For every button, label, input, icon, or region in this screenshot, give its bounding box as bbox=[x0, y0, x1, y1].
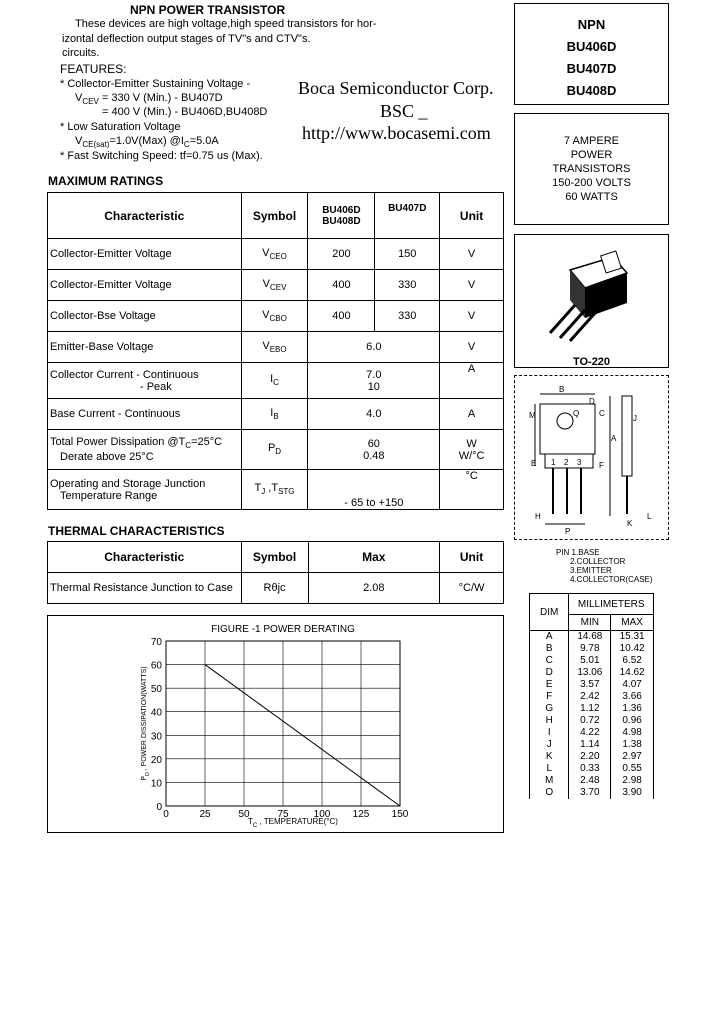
table-row bbox=[530, 703, 654, 715]
part-number-box bbox=[514, 3, 669, 105]
row-name: Operating and Storage Junction Temperature Range bbox=[48, 470, 242, 510]
dim-label-d: D bbox=[589, 397, 595, 406]
table-row bbox=[48, 363, 504, 399]
dimensions-table bbox=[529, 593, 654, 799]
table-row bbox=[530, 667, 654, 679]
row-symbol: Rθjc bbox=[241, 573, 308, 604]
y-tick-label: 20 bbox=[150, 754, 162, 766]
dim-cell-d: L bbox=[530, 763, 569, 775]
row-value-1: 400 bbox=[308, 301, 375, 332]
x-tick-label: 150 bbox=[391, 809, 409, 820]
dimension-drawing-box bbox=[514, 375, 669, 540]
max-ratings-table bbox=[47, 192, 504, 510]
header-unit: Unit bbox=[440, 542, 504, 573]
dim-cell-max: 1.38 bbox=[611, 739, 654, 751]
x-tick-label: 0 bbox=[163, 809, 169, 820]
package-label: TO-220 bbox=[572, 356, 611, 368]
row-value: 60 0.48 bbox=[308, 430, 440, 470]
power-derating-figure bbox=[47, 615, 504, 833]
row-value-2: 330 bbox=[375, 301, 440, 332]
part-bu408d: BU408D bbox=[566, 83, 617, 98]
row-unit: V bbox=[440, 239, 504, 270]
pin-label-1: 1 bbox=[551, 458, 556, 467]
table-row bbox=[48, 239, 504, 270]
row-max: 2.08 bbox=[308, 573, 440, 604]
description-line-3: circuits. bbox=[62, 47, 100, 59]
row-unit: V bbox=[440, 301, 504, 332]
pin-list bbox=[556, 548, 653, 584]
dim-cell-max: 0.96 bbox=[611, 715, 654, 727]
pin-3: 3.EMITTER bbox=[570, 566, 612, 575]
table-row bbox=[530, 631, 654, 643]
description-line-2: izontal deflection output stages of TV"s and CTV"s. bbox=[62, 33, 311, 45]
dim-cell-min: 3.57 bbox=[569, 679, 611, 691]
dim-cell-min: 2.20 bbox=[569, 751, 611, 763]
dim-cell-d: G bbox=[530, 703, 569, 715]
row-symbol: $T_J$ $,T_{STG}$ bbox=[241, 470, 308, 510]
y-tick-label: 70 bbox=[150, 637, 162, 648]
x-axis-label bbox=[248, 817, 338, 829]
package-box bbox=[514, 234, 669, 368]
row-unit: A bbox=[440, 399, 504, 430]
row-unit: W W/°C bbox=[440, 430, 504, 470]
dim-cell-max: 4.98 bbox=[611, 727, 654, 739]
pin-label-3: 3 bbox=[577, 458, 582, 467]
dim-label-m: M bbox=[529, 411, 536, 420]
y-tick-label: 0 bbox=[156, 802, 162, 813]
dim-cell-max: 2.98 bbox=[611, 775, 654, 787]
row-symbol: $V_{CEV}$ bbox=[241, 270, 308, 301]
table-row bbox=[530, 715, 654, 727]
row-value-1: 200 bbox=[308, 239, 375, 270]
dim-cell-d: E bbox=[530, 679, 569, 691]
table-row bbox=[48, 573, 504, 604]
dim-cell-max: 15.31 bbox=[611, 631, 654, 643]
row-unit: °C/W bbox=[440, 573, 504, 604]
row-name: Collector-Emitter Voltage bbox=[48, 270, 242, 301]
page-title: NPN POWER TRANSISTOR bbox=[130, 3, 286, 17]
header-bu406d-bu408d: BU406D BU408D bbox=[308, 193, 375, 239]
dim-label-k: K bbox=[627, 519, 633, 528]
row-name: Collector-Bse Voltage bbox=[48, 301, 242, 332]
thermal-title: THERMAL CHARACTERISTICS bbox=[48, 524, 225, 538]
dim-cell-d: H bbox=[530, 715, 569, 727]
dim-cell-max: 6.52 bbox=[611, 655, 654, 667]
row-symbol: $I_B$ bbox=[241, 399, 308, 430]
row-unit: °C bbox=[440, 470, 504, 510]
header-max: MAX bbox=[611, 615, 654, 631]
table-row bbox=[530, 727, 654, 739]
y-tick-label: 30 bbox=[150, 731, 162, 743]
y-axis-label bbox=[141, 666, 151, 780]
x-tick-label: 125 bbox=[352, 809, 370, 820]
header-unit: Unit bbox=[440, 193, 504, 239]
to220-package-icon bbox=[515, 235, 668, 345]
header-bu407d: BU407D bbox=[375, 193, 440, 239]
feature-2: * Low Saturation Voltage bbox=[60, 121, 181, 133]
dim-cell-min: 1.14 bbox=[569, 739, 611, 751]
dim-cell-min: 14.68 bbox=[569, 631, 611, 643]
dim-cell-max: 14.62 bbox=[611, 667, 654, 679]
pin-label-2: 2 bbox=[564, 458, 569, 467]
row-unit: V bbox=[440, 332, 504, 363]
x-axis-label-part: , TEMPERATURE(°C) bbox=[257, 817, 338, 826]
dim-cell-d: A bbox=[530, 631, 569, 643]
dim-label-j: J bbox=[633, 414, 637, 423]
part-bu406d: BU406D bbox=[566, 39, 617, 54]
x-tick-label: 75 bbox=[277, 809, 289, 820]
dim-cell-max: 2.97 bbox=[611, 751, 654, 763]
dim-cell-d: J bbox=[530, 739, 569, 751]
description-line-1: These devices are high voltage,high speed transistors for hor- bbox=[75, 18, 377, 30]
outline-drawing bbox=[515, 376, 668, 539]
part-bu407d: BU407D bbox=[566, 61, 617, 76]
dim-label-e: E bbox=[531, 459, 537, 468]
dim-label-a: A bbox=[611, 434, 617, 443]
company-name: Boca Semiconductor Corp. bbox=[298, 78, 494, 98]
row-name: Total Power Dissipation $@T_C=25^\circ C$ Derate above 25°C bbox=[48, 430, 242, 470]
y-tick-label: 60 bbox=[150, 660, 162, 672]
y-axis-label-part: D bbox=[145, 772, 151, 776]
header-max: Max bbox=[308, 542, 440, 573]
x-axis-label-part: T bbox=[248, 817, 253, 826]
y-tick-label: 40 bbox=[150, 707, 162, 719]
row-name: Thermal Resistance Junction to Case bbox=[48, 573, 242, 604]
header-characteristic: Characteristic bbox=[48, 193, 242, 239]
table-row bbox=[48, 332, 504, 363]
row-symbol: $I_C$ bbox=[241, 363, 308, 399]
dim-cell-max: 4.07 bbox=[611, 679, 654, 691]
row-symbol: $V_{CEO}$ bbox=[241, 239, 308, 270]
pin-2: 2.COLLECTOR bbox=[570, 557, 626, 566]
row-name: Collector Current - Continuous - Peak bbox=[48, 363, 242, 399]
table-row bbox=[530, 763, 654, 775]
spec-summary-box bbox=[514, 113, 669, 225]
header-symbol: Symbol bbox=[241, 193, 308, 239]
table-row bbox=[48, 470, 504, 510]
dim-cell-d: I bbox=[530, 727, 569, 739]
x-tick-label: 25 bbox=[199, 809, 211, 820]
dim-label-p: P bbox=[565, 527, 571, 536]
dim-cell-d: K bbox=[530, 751, 569, 763]
row-value-2: 150 bbox=[375, 239, 440, 270]
dim-cell-d: M bbox=[530, 775, 569, 787]
spec-current: 7 AMPERE bbox=[563, 135, 620, 147]
table-row bbox=[530, 787, 654, 799]
table-header-row bbox=[48, 193, 504, 239]
pin-4: 4.COLLECTOR(CASE) bbox=[570, 575, 653, 584]
dim-cell-min: 2.48 bbox=[569, 775, 611, 787]
dim-label-q: Q bbox=[573, 409, 580, 418]
row-unit: A bbox=[440, 363, 504, 399]
dim-label-b: B bbox=[559, 385, 565, 394]
spec-watts: 60 WATTS bbox=[565, 191, 618, 203]
table-row bbox=[48, 430, 504, 470]
dim-cell-d: O bbox=[530, 787, 569, 799]
thermal-table bbox=[47, 541, 504, 604]
y-axis-label-part: , POWER DISSIPATION(WATTS) bbox=[141, 666, 148, 773]
row-unit: V bbox=[440, 270, 504, 301]
row-symbol: $V_{EBO}$ bbox=[241, 332, 308, 363]
table-row bbox=[530, 751, 654, 763]
dim-cell-min: 3.70 bbox=[569, 787, 611, 799]
dim-label-f: F bbox=[599, 461, 604, 470]
row-name: Base Current - Continuous bbox=[48, 399, 242, 430]
dim-cell-min: 0.33 bbox=[569, 763, 611, 775]
table-row bbox=[530, 739, 654, 751]
features-title: FEATURES: bbox=[60, 62, 127, 76]
dim-cell-max: 1.36 bbox=[611, 703, 654, 715]
dim-label-c: C bbox=[599, 409, 605, 418]
dim-cell-min: 2.42 bbox=[569, 691, 611, 703]
x-axis-label-part: C bbox=[252, 823, 258, 829]
table-row bbox=[530, 679, 654, 691]
dim-cell-d: C bbox=[530, 655, 569, 667]
header-millimeters: MILLIMETERS bbox=[569, 594, 654, 615]
table-row bbox=[48, 270, 504, 301]
table-row bbox=[530, 691, 654, 703]
dim-label-l: L bbox=[647, 512, 652, 521]
dim-cell-d: D bbox=[530, 667, 569, 679]
row-value: 6.0 bbox=[308, 332, 440, 363]
table-row bbox=[48, 399, 504, 430]
power-derating-chart bbox=[48, 616, 503, 832]
dim-cell-d: B bbox=[530, 643, 569, 655]
dim-cell-min: 0.72 bbox=[569, 715, 611, 727]
company-abbr: BSC _ bbox=[380, 101, 428, 121]
max-ratings-title: MAXIMUM RATINGS bbox=[48, 174, 164, 188]
table-header-row bbox=[48, 542, 504, 573]
spec-volts: 150-200 VOLTS bbox=[552, 177, 631, 189]
company-url[interactable]: http://www.bocasemi.com bbox=[302, 123, 491, 143]
x-tick-label: 100 bbox=[313, 809, 331, 820]
dim-label-h: H bbox=[535, 512, 541, 521]
y-tick-label: 10 bbox=[150, 778, 162, 790]
table-row bbox=[530, 775, 654, 787]
row-name: Emitter-Base Voltage bbox=[48, 332, 242, 363]
dims-header-row bbox=[530, 594, 654, 615]
feature-1a: $V_{CEV} = 330$ V (Min.) - BU407D bbox=[75, 92, 223, 107]
dim-cell-max: 3.90 bbox=[611, 787, 654, 799]
feature-1: * Collector-Emitter Sustaining Voltage - bbox=[60, 78, 251, 90]
dim-cell-max: 0.55 bbox=[611, 763, 654, 775]
dim-cell-min: 13.06 bbox=[569, 667, 611, 679]
table-row bbox=[530, 655, 654, 667]
header-dim: DIM bbox=[530, 594, 569, 631]
table-row bbox=[530, 643, 654, 655]
y-axis-label-part: P bbox=[141, 775, 148, 781]
y-tick-label: 50 bbox=[150, 684, 162, 696]
feature-3: * Fast Switching Speed: tf=0.75 us (Max). bbox=[60, 150, 263, 162]
dim-cell-max: 3.66 bbox=[611, 691, 654, 703]
header-min: MIN bbox=[569, 615, 611, 631]
dim-cell-min: 5.01 bbox=[569, 655, 611, 667]
part-type: NPN bbox=[577, 17, 606, 32]
row-value: 4.0 bbox=[308, 399, 440, 430]
row-value: - 65 to +150 bbox=[308, 470, 440, 510]
row-symbol: $V_{CBO}$ bbox=[241, 301, 308, 332]
dim-cell-max: 10.42 bbox=[611, 643, 654, 655]
chart-title: FIGURE -1 POWER DERATING bbox=[211, 624, 355, 635]
header-symbol: Symbol bbox=[241, 542, 308, 573]
row-value-2: 330 bbox=[375, 270, 440, 301]
dim-cell-d: F bbox=[530, 691, 569, 703]
row-name: Collector-Emitter Voltage bbox=[48, 239, 242, 270]
dim-cell-min: 4.22 bbox=[569, 727, 611, 739]
table-row bbox=[48, 301, 504, 332]
feature-1b: = 400 V (Min.) - BU406D,BU408D bbox=[102, 106, 268, 118]
pin-1: PIN 1.BASE bbox=[556, 548, 600, 557]
row-value: 7.0 10 bbox=[308, 363, 440, 399]
dim-cell-min: 1.12 bbox=[569, 703, 611, 715]
spec-transistors: TRANSISTORS bbox=[552, 163, 631, 175]
header-characteristic: Characteristic bbox=[48, 542, 242, 573]
row-value-1: 400 bbox=[308, 270, 375, 301]
x-tick-label: 50 bbox=[238, 809, 250, 820]
dim-cell-min: 9.78 bbox=[569, 643, 611, 655]
row-symbol: $P_D$ bbox=[241, 430, 308, 470]
feature-2a: $V_{CE(sat)}=1.0V(Max)$ $@I_C=5.0A$ bbox=[75, 135, 219, 150]
spec-power: POWER bbox=[570, 149, 613, 161]
